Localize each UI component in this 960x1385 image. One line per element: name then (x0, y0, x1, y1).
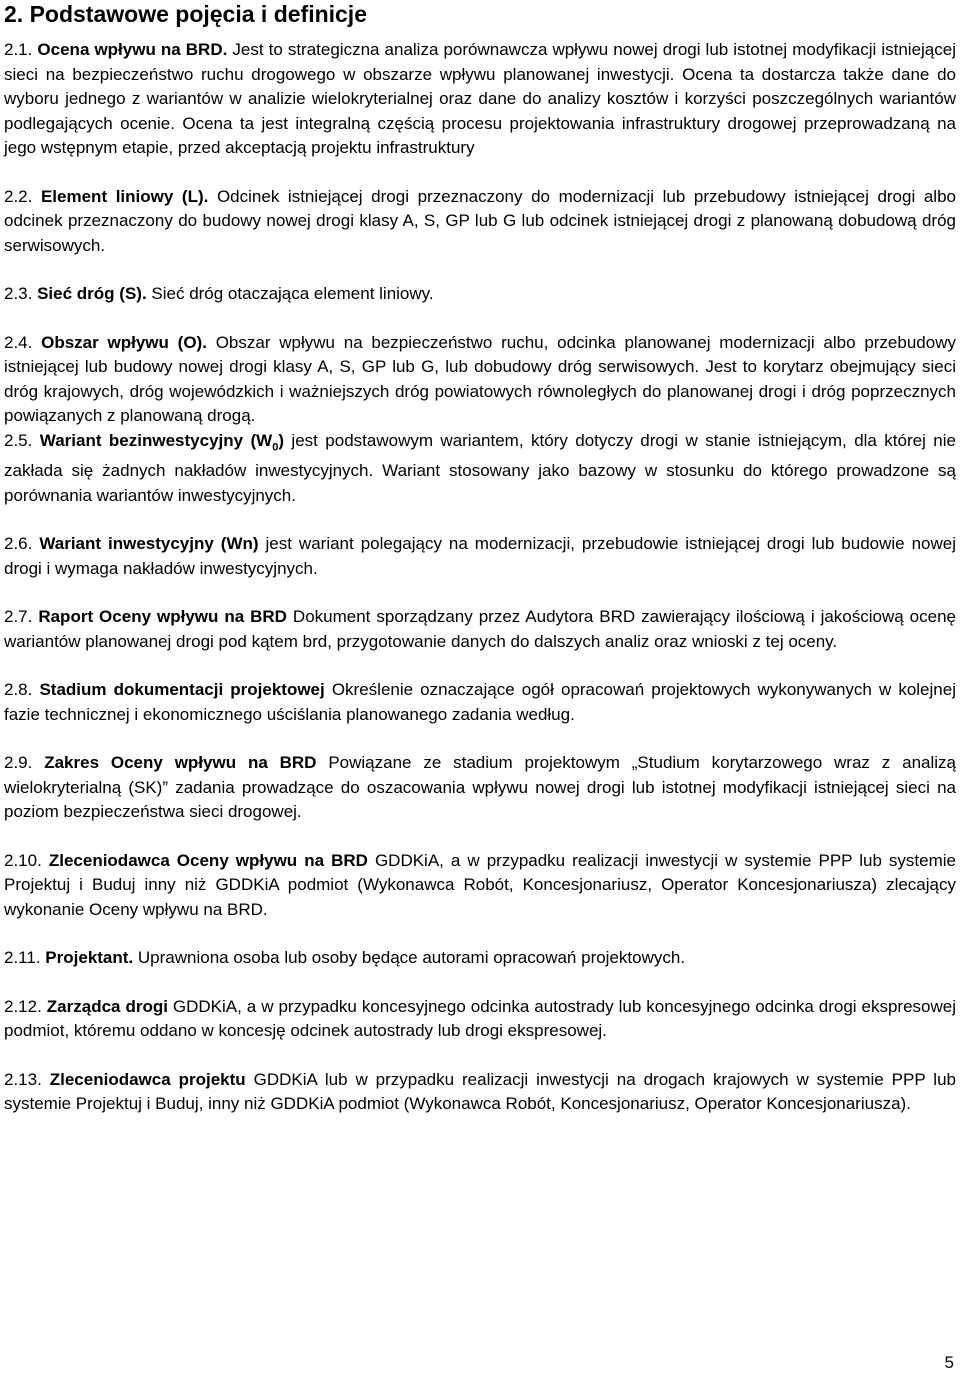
definition-term: Wariant inwestycyjny (Wn) (39, 534, 259, 554)
definition-2-7 (4, 605, 956, 654)
definition-term: Wariant bezinwestycyjny $(W_0)$ (39, 430, 284, 453)
definition-term: Element liniowy (L). (40, 186, 209, 206)
definition-text: jest wariant polegający na modernizacji, przebudowie istniejącej drogi lub budowie nowej drogi i wymaga nakładów inwestycyjnych. (4, 534, 957, 578)
definition-2-2 (4, 185, 956, 259)
definition-number: 2.4. (4, 332, 33, 352)
definition-term: Stadium dokumentacji projektowej (39, 680, 325, 700)
definition-2-8 (4, 678, 956, 727)
definition-2-12 (4, 995, 956, 1044)
definition-2-13 (4, 1068, 956, 1117)
definition-text: Dokument sporządzany przez Audytora BRD zawierający ilościową i jakościową ocenę wariantów planowanej drogi pod kątem brd, przygotowanie danych do dalszych analiz oraz wnioski z tej oceny. (4, 607, 956, 651)
page-number: 5 (944, 1353, 954, 1372)
definition-number: 2.2. (4, 186, 33, 206)
definition-text: Powiązane ze stadium projektowym „Studium korytarzowego wraz z analizą wielokryterialną (SK)” zadania prowadzące do oszacowania wpływu nowej drogi lub istotnej modyfikacji istniejącej sieci na poziom bezpieczeństwa sieci drogowej. (4, 753, 956, 822)
definition-2-11 (4, 946, 956, 971)
definition-term: Obszar wpływu (O). (41, 332, 207, 352)
definition-term: Zleceniodawca Oceny wpływu na BRD (48, 850, 368, 870)
definition-2-5 (4, 429, 956, 509)
document-page (4, 0, 956, 1141)
definition-text: jest podstawowym wariantem, który dotyczy drogi w stanie istniejącym, dla której nie zakłada się żadnych nakładów inwestycyjnych. Wariant stosowany jako bazowy w stosunku do którego prowadzone są porównania wariantów inwestycyjnych. (4, 430, 956, 505)
definition-text: Obszar wpływu na bezpieczeństwo ruchu, odcinka planowanej modernizacji albo przebudowy istniejącej lub budowy nowej drogi klasy A, S, GP lub G, lub dobudowy dróg serwisowych. Jest to korytarz obejmujący sieci dróg krajowych, dróg wojewódzkich i ważniejszych dróg powiatowych równoległych do planowanej drogi i dróg poprzecznych powiązanych z planowaną drogą. (4, 332, 956, 425)
definition-term: Zleceniodawca projektu (49, 1069, 246, 1089)
definition-term: Raport Oceny wpływu na BRD (38, 607, 287, 627)
definition-2-10 (4, 849, 956, 923)
definition-number: 2.1. (4, 40, 33, 59)
definition-2-1 (4, 38, 956, 161)
definition-2-3 (4, 282, 956, 307)
definition-term: Zarządca drogi (46, 996, 168, 1016)
definition-2-4 (4, 331, 956, 429)
definition-text: Jest to strategiczna analiza porównawcza wpływu nowej drogi lub istotnej modyfikacji istniejącej sieci na bezpieczeństwo ruchu drogowego w obszarze wpływu planowanej inwestycji. Ocena ta dostarcza także dane do wyboru jednego z wariantów w analizie wielokryterialnej oraz dane do analizy kosztów i korzyści poszczególnych wariantów podlegających ocenie. Ocena ta jest integralną częścią procesu projektowania infrastruktury drogowej przeprowadzaną na jego wstępnym etapie, przed akceptacją projektu infrastruktury (4, 40, 956, 157)
definition-number: 2.12. (4, 996, 42, 1016)
definition-number: 2.9. (4, 753, 33, 773)
definition-number: 2.8. (4, 680, 33, 700)
definition-text: GDDKiA, a w przypadku koncesyjnego odcinka autostrady lub koncesyjnego odcinka drogi ekspresowej podmiot, któremu oddano w koncesję odcinek autostrady lub drogi ekspresowej. (4, 996, 956, 1041)
definition-text: Uprawniona osoba lub osoby będące autorami opracowań projektowych. (133, 948, 686, 968)
definition-term: Projektant. (45, 948, 134, 968)
definition-number: 2.10. (4, 850, 42, 870)
definition-2-9 (4, 751, 956, 825)
definition-number: 2.7. (4, 607, 33, 627)
definition-number: 2.13. (4, 1069, 42, 1089)
definition-text: Sieć dróg otaczająca element liniowy. (146, 284, 434, 303)
definition-number: 2.5. (4, 430, 33, 450)
definition-number: 2.11. (4, 948, 41, 968)
section-heading: 2. Podstawowe pojęcia i definicje (4, 1, 367, 27)
subscript: 0 (272, 440, 279, 453)
definition-term: Zakres Oceny wpływu na BRD (44, 753, 317, 773)
definition-term: Ocena wpływu na BRD. (37, 40, 228, 59)
definition-text: Określenie oznaczające ogół opracowań projektowych wykonywanych w kolejnej fazie technicznej i ekonomicznego uściślania planowanego zadania według. (4, 680, 956, 724)
definition-text: GDDKiA lub w przypadku realizacji inwestycji na drogach krajowych w systemie PPP lub systemie Projektuj i Buduj, inny niż GDDKiA podmiot (Wykonawca Robót, Koncesjonariusz, Operator Koncesjonariusza). (4, 1069, 956, 1114)
definition-number: 2.3. (4, 284, 33, 303)
definition-2-6 (4, 532, 956, 581)
definition-text: GDDKiA, a w przypadku realizacji inwestycji w systemie PPP lub systemie Projektuj i Buduj inny niż GDDKiA podmiot (Wykonawca Robót, Koncesjonariusz, Operator Koncesjonariusza) zlecający wykonanie Oceny wpływu na BRD. (4, 850, 956, 919)
definition-number: 2.6. (4, 534, 33, 554)
definition-term: Sieć dróg (S). (37, 284, 147, 303)
definition-text: Odcinek istniejącej drogi przeznaczony do modernizacji lub przebudowy istniejącej drogi albo odcinek przeznaczony do budowy nowej drogi klasy A, S, GP lub G lub odcinek istniejącej drogi z planowaną dobudową dróg serwisowych. (4, 186, 956, 255)
